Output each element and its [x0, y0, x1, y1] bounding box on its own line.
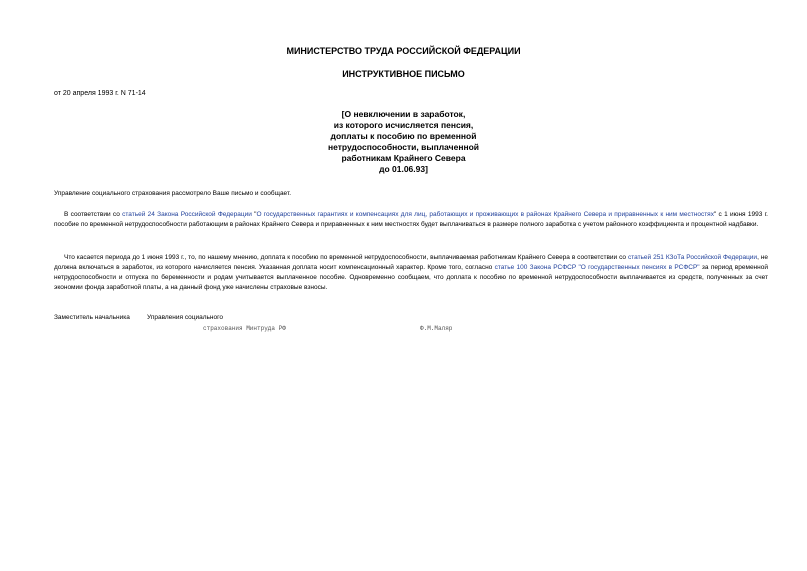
paragraph-intro: Управление социального страхования рассмотрело Ваше письмо и сообщает.: [54, 190, 292, 197]
title-line: из которого исчисляется пенсия,: [333, 120, 474, 130]
signature-name: Ф.М.Маляр: [420, 325, 453, 332]
paragraph-text: " с 1 июня 1993 г. пособие по временной нетрудоспособности работающим в районах Крайнего Севера и приравненных к ним местностях будет выплачиваться в размере полного заработка с учетом районного коэффициента и процентной надбавки.: [54, 211, 768, 228]
paragraph-period: [54, 253, 768, 293]
title-line: до 01.06.93]: [379, 164, 428, 174]
signature-department: Управления социального: [147, 314, 223, 321]
paragraph-text: , не должна включаться в заработок, из которого начисляется пенсия. Указанная доплата носит компенсационный характер. Кроме того, согласно: [54, 254, 768, 271]
paragraph-text: за период временной нетрудоспособности и отпуска по беременности и родам учитывается выплаченное пособие. Одновременно сообщаем, что доплата к пособию по временной нетрудоспособности выплачивается из средств, полученных за счет экономии фонда заработной платы, а на данный фонд уже начислены страховые взносы.: [54, 264, 768, 291]
link-article-24[interactable]: статьей 24 Закона Российской Федерации: [122, 211, 252, 218]
title-line: [О невключении в заработок,: [341, 109, 466, 119]
title-line: нетрудоспособности, выплаченной: [327, 142, 480, 152]
title-line: доплаты к пособию по временной: [330, 131, 477, 141]
document-title: [0, 109, 807, 175]
ministry-heading: МИНИСТЕРСТВО ТРУДА РОССИЙСКОЙ ФЕДЕРАЦИИ: [286, 46, 521, 56]
link-article-100[interactable]: статье 100 Закона РСФСР "О государственных пенсиях в РСФСР": [494, 264, 700, 271]
signature-position: Заместитель начальника: [54, 314, 130, 321]
paragraph-law-reference: [54, 210, 768, 230]
title-line: работникам Крайнего Севера: [341, 153, 466, 163]
signature-ministry: страхования Минтруда РФ: [203, 325, 286, 332]
link-article-251[interactable]: статьей 251 КЗоТа Российской Федерации: [627, 254, 758, 261]
link-law-guarantees[interactable]: О государственных гарантиях и компенсациях для лиц, работающих и проживающих в районах Крайнего Севера и приравненных к ним местностях: [256, 211, 714, 218]
paragraph-text: В соответствии со: [64, 211, 123, 218]
paragraph-text: Что касается периода до 1 июня 1993 г., то, по нашему мнению, доплата к пособию по временной нетрудоспособности, выплачиваемая работникам Крайнего Севера в соответствии со: [64, 254, 628, 261]
document-date: от 20 апреля 1993 г. N 71-14: [54, 90, 146, 97]
paragraph-text: ": [251, 211, 257, 218]
document-type: ИНСТРУКТИВНОЕ ПИСЬМО: [342, 69, 465, 79]
